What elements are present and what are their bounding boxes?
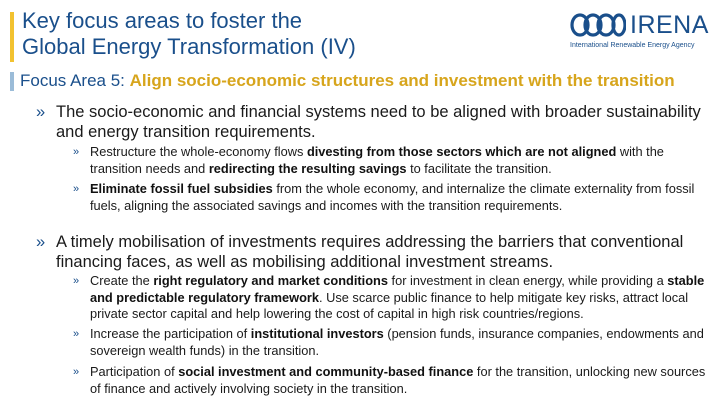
focus-area-highlight: Align socio-economic structures and investment with the transition <box>129 71 675 90</box>
focus-area-prefix: Focus Area 5: <box>20 71 130 90</box>
bullet-text: The socio-economic and financial systems need to be aligned with broader sustainability and energy transition requirements. <box>56 103 701 141</box>
bullet-level2 <box>73 273 708 323</box>
bullet-level2 <box>73 144 708 177</box>
bullet-level2 <box>73 364 708 397</box>
focus-area-heading <box>20 70 715 92</box>
logo-subtitle: International Renewable Energy Agency <box>570 42 695 49</box>
sub-bullet-mark: » <box>73 275 80 287</box>
bullet-text: A timely mobilisation of investments requires addressing the barriers that conventional financing faces, as well as mobilising additional investment streams. <box>56 233 684 271</box>
irena-loops-icon <box>570 12 626 38</box>
focus-accent-bar <box>10 72 14 91</box>
bullet-level1 <box>36 233 706 272</box>
bullet-mark: » <box>36 233 46 251</box>
sub-bullet-text: to facilitate the transition. <box>406 160 552 176</box>
sub-bullet-emphasis: divesting from those sectors which are not aligned <box>306 144 617 159</box>
sub-bullet-text: (pension funds, insurance companies, endowments and sovereign wealth funds) in the transition. <box>90 326 704 358</box>
sub-bullet-emphasis: right regulatory and market conditions <box>153 273 388 288</box>
sub-bullet-text: with the transition needs and <box>90 144 664 176</box>
sub-bullet-emphasis: institutional investors <box>250 326 384 341</box>
bullet-mark: » <box>36 103 46 121</box>
title-accent-bar <box>10 12 14 62</box>
page-title-line-2: Global Energy Transformation (IV) <box>22 34 356 59</box>
page-title <box>22 8 502 60</box>
sub-bullet-text: Participation of <box>90 364 179 379</box>
sub-bullet-mark: » <box>73 366 80 378</box>
sub-bullet-text: Increase the participation of <box>90 326 251 341</box>
sub-bullet-emphasis: redirecting the resulting savings <box>208 160 407 176</box>
page-title-line-1: Key focus areas to foster the <box>22 8 303 33</box>
sub-bullet-text: for the transition, unlocking new sources of finance and actively involving society in the transition. <box>90 364 706 396</box>
bullet-level2 <box>73 181 708 214</box>
bullet-level1 <box>36 103 706 142</box>
sub-bullet-text: . Use scarce public finance to help mitigate key risks, attract local private sector capital and help lowering the cost of capital in high risk countries/regions. <box>90 289 689 321</box>
sub-bullet-mark: » <box>73 183 80 195</box>
sub-bullet-text: Create the <box>90 273 154 288</box>
sub-bullet-emphasis: Eliminate fossil fuel subsidies <box>90 181 273 196</box>
sub-bullet-emphasis: stable and predictable regulatory framework <box>90 273 705 305</box>
sub-bullet-text: from the whole economy, and internalize the climate externality from fossil fuels, aligning the associated savings and incomes with the transition requirements. <box>90 181 695 213</box>
bullet-level2 <box>73 326 708 359</box>
sub-bullet-emphasis: social investment and community-based finance <box>178 364 474 379</box>
sub-bullet-text: for investment in clean energy, while providing a <box>387 273 668 288</box>
sub-bullet-text: Restructure the whole-economy flows <box>90 144 307 159</box>
sub-bullet-mark: » <box>73 146 80 158</box>
logo-wordmark: IRENA <box>630 11 709 39</box>
irena-logo <box>570 8 715 52</box>
sub-bullet-mark: » <box>73 328 80 340</box>
